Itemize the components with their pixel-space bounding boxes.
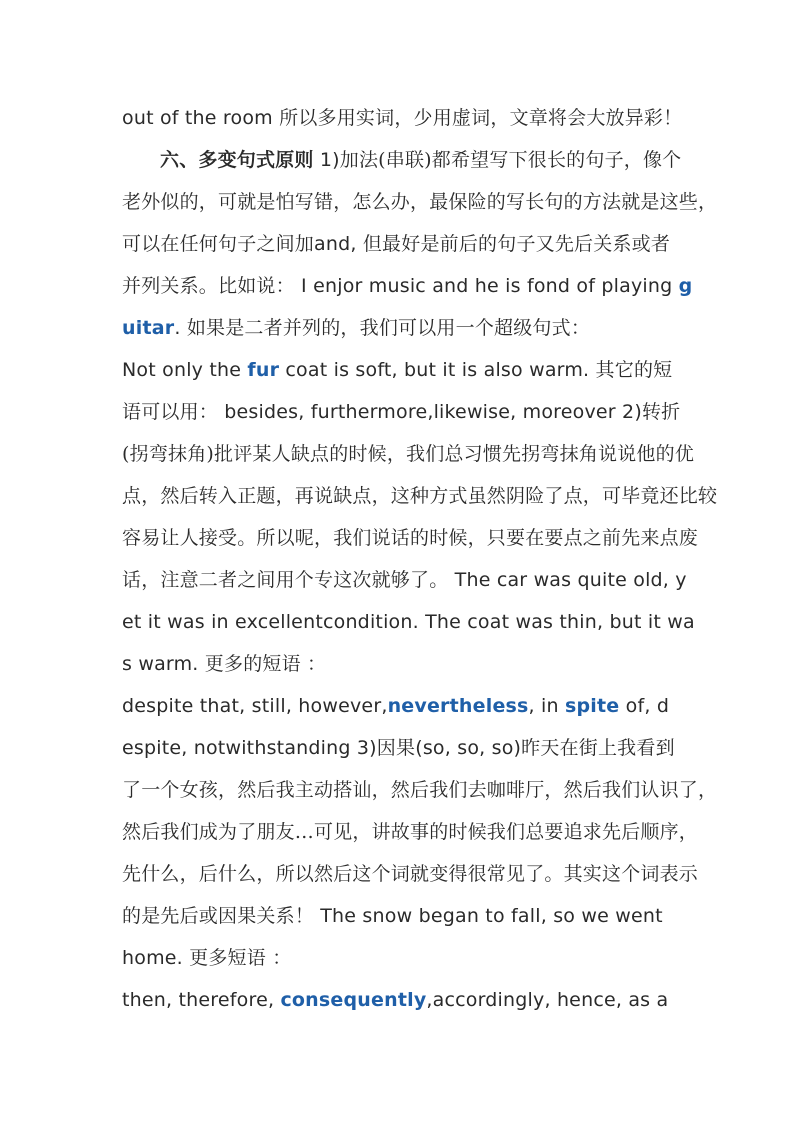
text-segment: 语可以用：	[122, 401, 219, 423]
text-line	[122, 189, 717, 215]
text-segment: 加法(串联)都希望写下很长的句子，像个	[339, 149, 682, 171]
text-segment: 因果	[376, 737, 416, 759]
text-line	[160, 147, 681, 173]
text-segment: 其它的短	[595, 359, 673, 381]
text-segment: 转折	[641, 401, 681, 423]
text-segment: then, therefore,	[122, 989, 281, 1011]
text-segment: 然后我们成为了朋友…可见，讲故事的时候我们总要追求先后顺序，	[122, 821, 699, 843]
text-line	[122, 651, 326, 677]
text-line	[122, 231, 670, 257]
text-line	[122, 777, 717, 803]
highlighted-keyword: consequently	[280, 989, 427, 1011]
text-segment: and,	[314, 233, 363, 255]
text-segment: despite that, still, however,	[122, 695, 388, 717]
text-line	[122, 609, 695, 635]
text-segment: The car was quite old, y	[448, 569, 687, 591]
text-segment: .	[174, 317, 187, 339]
text-line	[122, 441, 694, 467]
text-segment: 容易让人接受。所以呢，我们说话的时候，只要在要点之前先来点废	[122, 527, 699, 549]
section-heading: 六、多变句式原则	[160, 149, 314, 171]
text-segment: 昨天在街上我看到	[521, 737, 675, 759]
highlighted-keyword: g	[678, 275, 693, 297]
text-segment: coat is soft, but it is also warm.	[279, 359, 596, 381]
text-segment: of, d	[619, 695, 670, 717]
text-segment: besides, furthermore,likewise, moreover 2)	[218, 401, 642, 423]
text-segment: home.	[122, 947, 190, 969]
text-line	[122, 483, 717, 509]
text-line	[122, 273, 692, 299]
text-line	[122, 861, 698, 887]
text-segment: 话，注意二者之间用个专这次就够了。	[122, 569, 449, 591]
text-line	[122, 525, 698, 551]
text-line	[122, 987, 668, 1013]
text-segment: 老外似的，可就是怕写错，怎么办，最保险的写长句的方法就是这些，	[122, 191, 718, 213]
text-segment: 但最好是前后的句子又先后关系或者	[362, 233, 671, 255]
text-line	[122, 693, 669, 719]
text-segment: I enjor music and he is fond of playing	[294, 275, 679, 297]
text-segment: 1)	[313, 149, 340, 171]
text-line	[122, 735, 675, 761]
text-line	[122, 357, 672, 383]
text-segment: The snow began to fall, so we went	[314, 905, 663, 927]
text-segment: (so, so, so)	[415, 737, 522, 759]
highlighted-keyword: fur	[247, 359, 280, 381]
text-segment: (拐弯抹角)批评某人缺点的时候，我们总习惯先拐弯抹角说说他的优	[122, 443, 695, 465]
text-line	[122, 105, 682, 131]
text-segment: Not only the	[122, 359, 248, 381]
text-line	[122, 567, 687, 593]
text-segment: , in	[528, 695, 565, 717]
text-line	[122, 819, 698, 845]
text-line	[122, 945, 291, 971]
text-segment: 并列关系。比如说：	[122, 275, 295, 297]
text-segment: 的是先后或因果关系！	[122, 905, 315, 927]
text-line	[122, 399, 680, 425]
text-segment: 如果是二者并列的，我们可以用一个超级句式：	[186, 317, 591, 339]
text-segment: 所以多用实词，少用虚词，文章将会大放异彩！	[279, 107, 683, 129]
text-segment: et it was in excellentcondition. The coat was thin, but it wa	[122, 611, 695, 633]
text-segment: s warm.	[122, 653, 205, 675]
text-segment: 可以在任何句子之间加	[122, 233, 315, 255]
text-segment: out of the room	[122, 107, 280, 129]
text-segment: 更多的短语 ：	[204, 653, 327, 675]
text-segment: 点，然后转入正题，再说缺点，这种方式虽然阴险了点，可毕竟还比较	[122, 485, 718, 507]
highlighted-keyword: nevertheless	[387, 695, 529, 717]
highlighted-keyword: spite	[565, 695, 620, 717]
text-line	[122, 315, 590, 341]
highlighted-keyword: uitar	[122, 317, 175, 339]
text-segment: espite, notwithstanding 3)	[122, 737, 377, 759]
text-segment: 先什么，后什么，所以然后这个词就变得很常见了。其实这个词表示	[122, 863, 699, 885]
text-segment: 了一个女孩，然后我主动搭讪，然后我们去咖啡厅，然后我们认识了，	[122, 779, 718, 801]
text-line	[122, 903, 663, 929]
text-segment: 更多短语 ：	[189, 947, 292, 969]
text-segment: ,accordingly, hence, as a	[426, 989, 669, 1011]
